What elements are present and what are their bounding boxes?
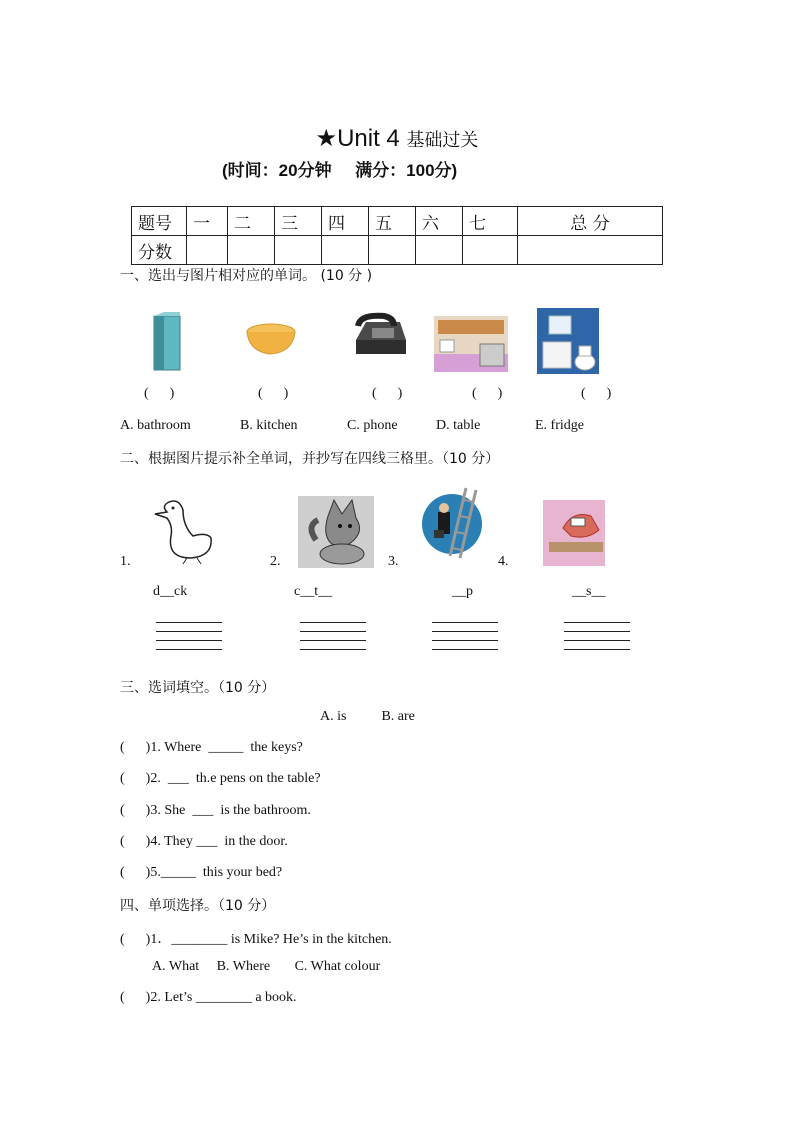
table-cell: 二 (228, 207, 275, 236)
bus-ticket-icon (543, 500, 605, 566)
word-blank[interactable]: c__t__ (294, 584, 333, 599)
answer-bracket[interactable]: ( ) (258, 386, 289, 401)
kitchen-icon (434, 316, 508, 372)
table-cell: 七 (463, 207, 518, 236)
answer-bracket[interactable]: ( ) (372, 386, 403, 401)
table-cell: 分数 (132, 236, 187, 265)
option-c: C. phone (347, 418, 398, 433)
title-en: Unit 4 (337, 125, 407, 152)
score-input-cell[interactable] (463, 236, 518, 265)
option-e: E. fridge (535, 418, 584, 433)
question-item[interactable]: ( )2. ___ th.e pens on the table? (120, 771, 321, 786)
question-item[interactable]: ( )3. She ___ is the bathroom. (120, 803, 311, 818)
table-cell: 四 (322, 207, 369, 236)
score-input-cell[interactable] (187, 236, 228, 265)
question-item[interactable]: ( )5._____ this your bed? (120, 865, 283, 880)
table-icon (244, 322, 298, 360)
score-input-cell[interactable] (228, 236, 275, 265)
section4-heading: 四、单项选择。（10 分） (120, 898, 276, 914)
option-d: D. table (436, 418, 481, 433)
option-b: B. kitchen (240, 418, 298, 433)
title-cn: 基础过关 (406, 130, 479, 150)
question-item[interactable]: ( )1. Where _____ the keys? (120, 740, 303, 755)
duck-icon (153, 496, 215, 566)
fridge-icon (152, 312, 182, 372)
phone-icon (350, 312, 410, 362)
table-cell: 三 (275, 207, 322, 236)
table-cell: 一 (187, 207, 228, 236)
page-title (0, 124, 794, 153)
item-number: 3. (388, 554, 399, 569)
four-line-grid[interactable] (432, 622, 498, 650)
bathroom-icon (537, 308, 599, 374)
option-a: A. bathroom (120, 418, 191, 433)
star-icon: ★ (315, 125, 338, 152)
section3-heading: 三、选词填空。（10 分） (120, 680, 276, 696)
answer-bracket[interactable]: ( ) (472, 386, 503, 401)
table-cell: 题号 (132, 207, 187, 236)
table-cell: 五 (369, 207, 416, 236)
section2-heading: 二、根据图片提示补全单词，并抄写在四线三格里。（10 分） (120, 451, 500, 467)
cat-icon (298, 496, 374, 568)
word-blank[interactable]: __p (452, 584, 473, 599)
up-ladder-icon (422, 486, 484, 560)
question-item[interactable]: ( )4. They ___ in the door. (120, 834, 288, 849)
score-input-cell[interactable] (518, 236, 663, 265)
question-item[interactable]: ( )2. Let’s ________ a book. (120, 990, 297, 1005)
score-input-cell[interactable] (275, 236, 322, 265)
four-line-grid[interactable] (564, 622, 630, 650)
table-row (132, 207, 663, 236)
answer-bracket[interactable]: ( ) (144, 386, 175, 401)
section1-heading: 一、选出与图片相对应的单词。 (10 分 ) (120, 268, 373, 284)
four-line-grid[interactable] (300, 622, 366, 650)
score-input-cell[interactable] (369, 236, 416, 265)
score-input-cell[interactable] (416, 236, 463, 265)
word-blank[interactable]: __s__ (572, 584, 606, 599)
table-row (132, 236, 663, 265)
item-number: 1. (120, 554, 131, 569)
score-table (131, 206, 663, 265)
table-cell: 总 分 (518, 207, 663, 236)
word-choices: A. is B. are (320, 709, 415, 724)
question-item[interactable]: ( )1．________ is Mike? He’s in the kitchen. (120, 932, 392, 947)
table-cell: 六 (416, 207, 463, 236)
score-input-cell[interactable] (322, 236, 369, 265)
question-options: A. What B. Where C. What colour (152, 959, 381, 974)
word-blank[interactable]: d__ck (153, 584, 188, 599)
answer-bracket[interactable]: ( ) (581, 386, 612, 401)
item-number: 2. (270, 554, 281, 569)
item-number: 4. (498, 554, 509, 569)
four-line-grid[interactable] (156, 622, 222, 650)
exam-info: (时间：20分钟 满分：100分) (222, 161, 458, 180)
